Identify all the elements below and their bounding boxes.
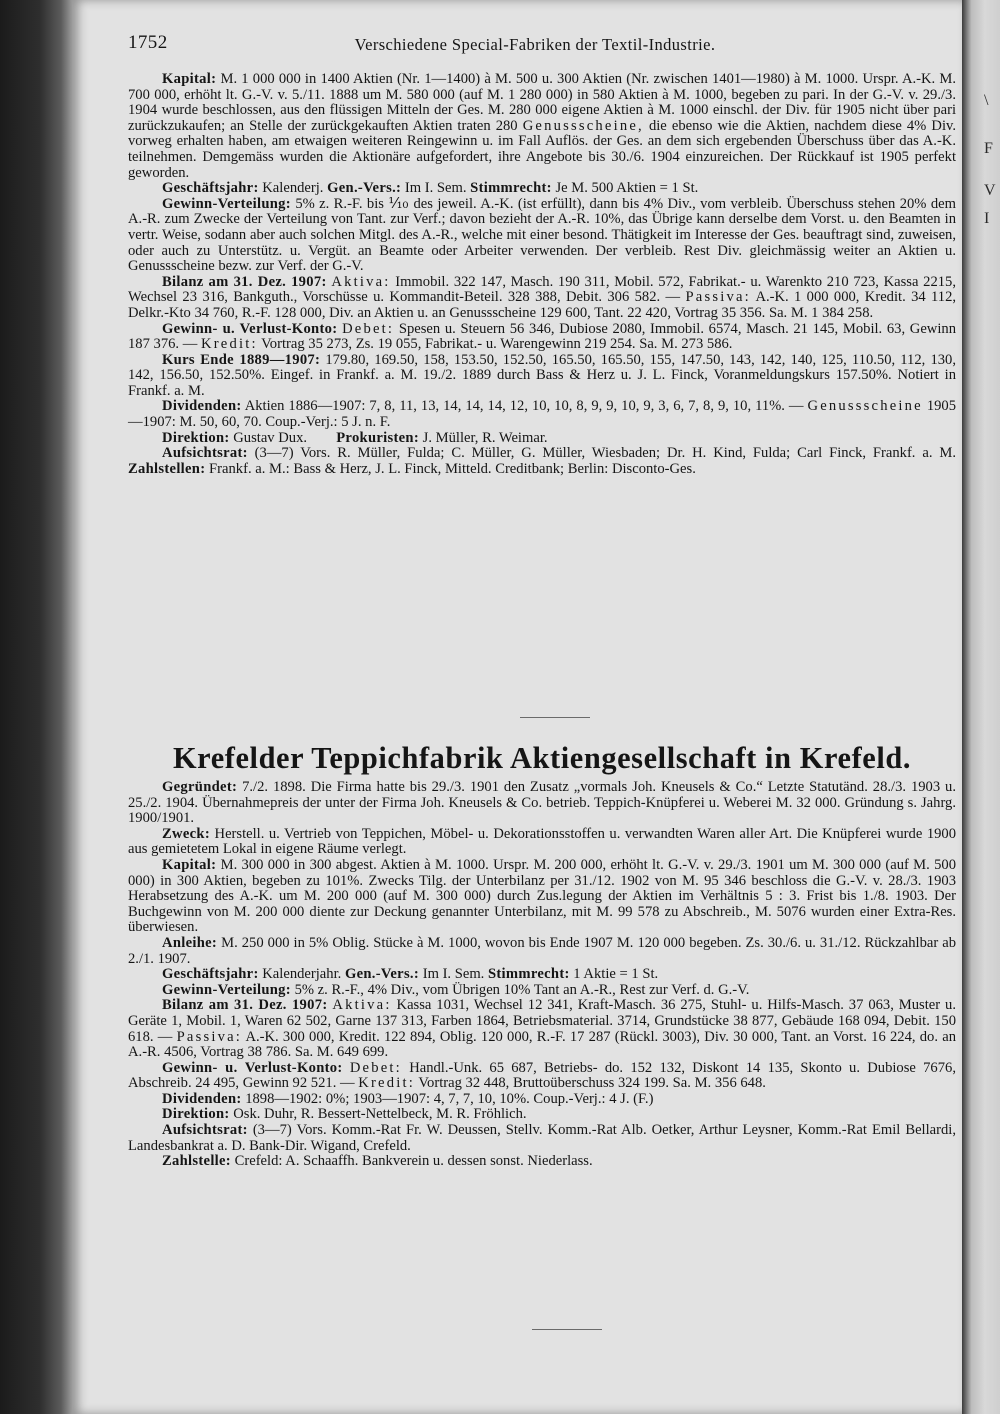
dividenden-paragraph: Dividenden: 1898—1902: 0%; 1903—1907: 4, 7, 7, 10, 10%. Coup.-Verj.: 4 J. (F.)	[162, 1090, 654, 1107]
gewinn-verteilung-paragraph: Gewinn-Verteilung: 5% z. R.-F. bis ⅒ des jeweil. A.-K. (ist erfüllt), dann bis 4% Div., vom verbleib. Überschuss stehen 20% dem A.-R. zum Zwecke der Verteilung von Tant. zur Verf.; davon bezieht der A.-R. 10%, das Übrige kann derselbe dem Vorst. u. den Beamten in vertr. Weise, sodann aber auch solchen Mitgl. des A.-R., welche mit einer besond. Thätigkeit im Interesse der Ges. beauftragt sind, zuweisen, oder auch zu Unterstütz. u. Vergüt. an Beamte oder Arbeiter verwenden. Der verbleib. Rest Div. gleichmässig weiter an Aktien u. Genussscheine bezw. zur Verf. der G.-V.	[128, 195, 956, 275]
geschaeftsjahr-paragraph: Geschäftsjahr: Kalenderjahr. Gen.-Vers.: Im I. Sem. Stimmrecht: 1 Aktie = 1 St.	[162, 966, 659, 983]
geschaeftsjahr-paragraph: Geschäftsjahr: Kalenderj. Gen.-Vers.: Im I. Sem. Stimmrecht: Je M. 500 Aktien = 1 St.	[162, 180, 699, 197]
anleihe-paragraph: Anleihe: M. 250 000 in 5% Oblig. Stücke à M. 1000, wovon bis Ende 1907 M. 120 000 begeben. Zs. 30./6. u. 31./12. Rückzahlbar ab 2./1. 1907.	[128, 934, 956, 967]
direktion-paragraph: Direktion: Osk. Duhr, R. Bessert-Nettelbeck, M. R. Fröhlich.	[162, 1106, 527, 1123]
company-entry-krefelder	[128, 740, 956, 1170]
gewinn-verteilung-paragraph: Gewinn-Verteilung: 5% z. R.-F., 4% Div., vom Übrigen 10% Tant an A.-R., Rest zur Verf. d. G.-V.	[162, 981, 750, 998]
running-title: Verschiedene Special-Fabriken der Textil-Industrie.	[354, 35, 716, 54]
facing-page-fragment: V	[984, 182, 996, 199]
kapital-paragraph: Kapital: M. 300 000 in 300 abgest. Aktien à M. 1000. Urspr. M. 200 000, erhöht lt. G.-V. v. 29./3. 1901 um M. 300 000 (auf M. 500 000) in 300 Aktien, begeben zu 101%. Zwecks Tilg. der Unterbilanz per 31./12. 1902 von M. 95 346 beschloss die G.-V. v. 28./3. 1903 Herabsetzung des A.-K. um M. 200 000 (auf M. 300 000) durch Zus.legung der Aktien im Verhältnis 5 : 3. Frist bis 1./8. 1903. Der Buchgewinn von M. 200 000 diente zur Deckung genannter Unterbilanz, mit M. 99 578 zu Abschreib., M. 5076 wurden einer Extra-Res. überwiesen.	[128, 856, 956, 936]
facing-page-edge	[962, 0, 1000, 1414]
gewinn-verlust-paragraph: Gewinn- u. Verlust-Konto: Debet: Handl.-Unk. 65 687, Betriebs- do. 152 132, Diskont 14 135, Skonto u. Dubiose 7676, Abschreib. 24 495, Gewinn 92 521. — Kredit: Vortrag 32 448, Bruttoüberschuss 324 199. Sa. M. 356 648.	[128, 1059, 956, 1092]
zahlstelle-paragraph: Zahlstelle: Crefeld: A. Schaaffh. Bankverein u. dessen sonst. Niederlass.	[162, 1153, 593, 1170]
company-title: Krefelder Teppichfabrik Aktiengesellschaft in Krefeld.	[172, 740, 912, 775]
section-divider	[532, 1329, 602, 1330]
bilanz-paragraph: Bilanz am 31. Dez. 1907: Aktiva: Kassa 1031, Wechsel 12 341, Kraft-Masch. 36 275, Stuhl- u. Hilfs-Masch. 37 063, Muster u. Geräte 1, Mobil. 1, Waren 62 502, Garne 137 313, Farben 1864, Betriebsmaterial. 3714, Grundstücke 38 877, Gebäude 168 094, Debit. 150 618. — Passiva: A.-K. 300 000, Kredit. 122 894, Oblig. 120 000, R.-F. 17 287 (Rückl. 3003), Div. 30 000, Tant. an Vorst. 16 224, do. an A.-R. 4506, Vortrag 38 786. Sa. M. 649 699.	[128, 997, 957, 1061]
kapital-label: Kapital:	[162, 71, 217, 87]
page-number: 1752	[128, 32, 168, 53]
bilanz-paragraph: Bilanz am 31. Dez. 1907: Aktiva: Immobil. 322 147, Masch. 190 311, Mobil. 572, Fabrikat.- u. Warenkto 210 723, Kassa 2215, Wechsel 23 316, Bankguth., Vorschüsse u. Kommandit-Beteil. 328 388, Debit. 306 582. — Passiva: A.-K. 1 000 000, Kredit. 34 112, Delkr.-Kto 34 760, R.-F. 128 000, Div. an Aktien u. an Genussscheine 129 600, Tant. 22 420, Vortrag 35 356. Sa. M. 1 384 258.	[128, 273, 957, 321]
zweck-paragraph: Zweck: Herstell. u. Vertrieb von Teppichen, Möbel- u. Dekorationsstoffen u. verwandten Waren aller Art. Die Knüpferei wurde 1900 aus gemietetem Lokal in eigene Räume verlegt.	[128, 825, 957, 858]
kapital-paragraph: Kapital: M. 1 000 000 in 1400 Aktien (Nr. 1—1400) à M. 500 u. 300 Aktien (Nr. zwischen 1401—1980) à M. 1000. Urspr. A.-K. M. 700 000, erhöht lt. G.-V. v. 5./11. 1888 um M. 580 000 (auf M. 1 280 000) in 580 Aktien à M. 1000, begeben zu pari. In der G.-V. v. 29./3. 1904 wurde beschlossen, aus den flüssigen Mitteln der Ges. M. 280 000 eigene Aktien à M. 1000 einschl. der Div. für 1905 nicht über pari zurückzukaufen; an Stelle der zurückgekauften Aktien traten 280 Genussscheine, die ebenso wie die Aktien, nachdem diese 4% Div. vorweg erhalten haben, am etwaigen weiteren Reingewinn u. im Fall Auflös. der Ges. an dem sich ergebenden Überschuss über das A.-K. teilnehmen. Demgemäss wurden die Aktionäre aufgefordert, ihre Angebote bis 30./6. 1904 einzureichen. Der Rückkauf ist 1905 perfekt geworden.	[128, 71, 956, 181]
book-gutter	[0, 0, 72, 1414]
direktion-paragraph: Direktion: Gustav Dux. Prokuristen: J. Müller, R. Weimar.	[162, 429, 548, 446]
gewinn-verlust-paragraph: Gewinn- u. Verlust-Konto: Debet: Spesen u. Steuern 56 346, Dubiose 2080, Immobil. 6574, Masch. 21 145, Mobil. 63, Gewinn 187 376. — Kredit: Vortrag 35 273, Zs. 19 055, Fabrikat.- u. Warengewinn 219 254. Sa. M. 273 586.	[128, 320, 956, 353]
gegruendet-paragraph: Gegründet: 7./2. 1898. Die Firma hatte bis 29./3. 1901 den Zusatz „vormals Joh. Kneusels & Co.“ Letzte Statutänd. 28./3. 1903 u. 25./2. 1904. Übernahmepreis der unter der Firma Joh. Kneusels & Co. betrieb. Teppich-Knüpferei u. Weberei M. 32 000. Gründung s. Jahrg. 1900/1901.	[128, 779, 956, 827]
dividenden-paragraph: Dividenden: Aktien 1886—1907: 7, 8, 11, 13, 14, 14, 14, 12, 10, 10, 8, 9, 9, 10, 9, 3, 6, 7, 8, 9, 10, 11%. — Genussscheine 1905—1907: M. 50, 60, 70. Coup.-Verj.: 5 J. n. F.	[128, 398, 957, 431]
section-divider	[520, 717, 590, 718]
facing-page-fragment: \	[984, 92, 989, 109]
facing-page-fragment: I	[984, 210, 990, 227]
document-page	[72, 0, 962, 1414]
facing-page-fragment: F	[984, 140, 993, 157]
aufsichtsrat-paragraph: Aufsichtsrat: (3—7) Vors. R. Müller, Fulda; C. Müller, G. Müller, Wiesbaden; Dr. H. Kind, Fulda; Carl Finck, Frankf. a. M. Zahlstellen: Frankf. a. M.: Bass & Herz, J. L. Finck, Mitteld. Creditbank; Berlin: Disconto-Ges.	[128, 445, 956, 477]
company-entry-previous	[128, 72, 956, 477]
page-header	[128, 32, 942, 58]
kurs-paragraph: Kurs Ende 1889—1907: 179.80, 169.50, 158, 153.50, 152.50, 165.50, 165.50, 155, 147.50, 143, 142, 140, 125, 110.50, 112, 130, 142, 156.50, 152.50%. Eingef. in Frankf. a. M. 19./2. 1889 durch Bass & Herz u. J. L. Finck, Voranmeldungskurs 157.50%. Notiert in Frankf. a. M.	[128, 351, 956, 399]
aufsichtsrat-paragraph: Aufsichtsrat: (3—7) Vors. Komm.-Rat Fr. W. Deussen, Stellv. Komm.-Rat Alb. Oetker, Arthur Leysner, Komm.-Rat Emil Bellardi, Landesbankrat a. D. Bank-Dir. Wigand, Crefeld.	[128, 1122, 956, 1154]
